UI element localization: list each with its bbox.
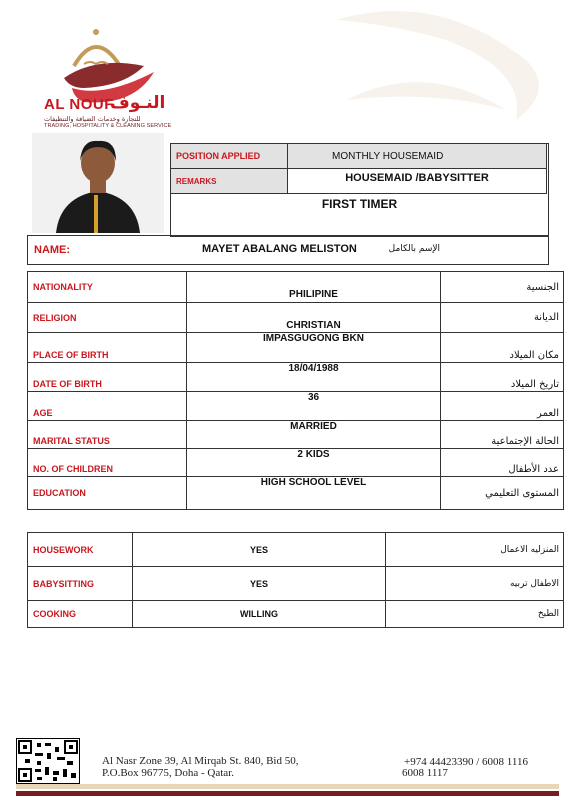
row-label: AGE (33, 408, 53, 418)
phone-line-2: 6008 1117 (402, 767, 448, 779)
logo-subtitle-en: TRADING, HOSPITALITY & CLEANING SERVICE (44, 123, 172, 129)
table-row (28, 449, 564, 477)
position-applied-value: MONTHLY HOUSEMAID (332, 150, 444, 162)
candidate-note: FIRST TIMER (321, 197, 398, 211)
row-label: BABYSITTING (33, 578, 95, 589)
skills-table (27, 532, 564, 628)
row-label-ar: العمر (537, 408, 559, 419)
table-row (28, 333, 564, 363)
row-label-ar: مكان الميلاد (509, 350, 559, 361)
table-row (28, 303, 564, 333)
table-row (28, 567, 564, 601)
logo-subtitle-ar: للتجارة وخدمات الضيافة والتنظيفات (44, 115, 141, 123)
row-label-ar: المستوى التعليمي (485, 487, 559, 499)
table-row (28, 533, 564, 567)
row-value: YES (249, 578, 268, 589)
row-label-ar: الحالة الإجتماعية (491, 436, 559, 447)
row-label-ar: عدد الأطفال (508, 464, 559, 475)
logo-watermark (316, 0, 566, 140)
position-applied-label: POSITION APPLIED (176, 151, 261, 161)
row-label: EDUCATION (33, 488, 86, 498)
row-label: NO. OF CHILDREN (33, 464, 113, 474)
remarks-label: REMARKS (176, 176, 217, 186)
address-line-1: Al Nasr Zone 39, Al Mirqab St. 840, Bid 50, (102, 755, 299, 767)
row-label-ar: تاريخ الميلاد (510, 379, 559, 390)
row-value: 36 (307, 392, 320, 403)
row-label: COOKING (33, 609, 77, 619)
row-value: CHRISTIAN (286, 320, 341, 331)
row-label: DATE OF BIRTH (33, 379, 102, 389)
name-row (27, 235, 549, 265)
row-value: YES (249, 544, 268, 555)
row-label: RELIGION (33, 312, 77, 323)
row-value: 18/04/1988 (288, 363, 339, 374)
details-table (27, 271, 564, 510)
table-row (28, 272, 564, 303)
row-label: HOUSEWORK (33, 544, 94, 555)
name-label: NAME: (34, 244, 71, 256)
row-label-ar: الجنسية (526, 281, 559, 293)
qr-code (16, 738, 80, 784)
candidate-photo (32, 133, 164, 233)
row-label: MARITAL STATUS (33, 436, 110, 446)
row-value: MARRIED (290, 421, 337, 432)
remarks-value: HOUSEMAID /BABYSITTER (345, 172, 489, 184)
table-row (28, 601, 564, 628)
table-row (28, 392, 564, 421)
row-value: 2 KIDS (297, 449, 330, 460)
row-label: PLACE OF BIRTH (33, 350, 109, 360)
row-value: HIGH SCHOOL LEVEL (260, 477, 367, 488)
name-label-ar: الإسم بالكامل (388, 244, 440, 254)
footer-bar-dark (16, 791, 559, 796)
row-value: WILLING (240, 609, 278, 619)
table-row (28, 363, 564, 392)
row-value: IMPASGUGONG BKN (263, 333, 364, 344)
name-value: MAYET ABALANG MELISTON (202, 243, 357, 255)
table-row (28, 477, 564, 510)
footer-bar-light (16, 784, 559, 789)
logo-name-ar: النـوف (110, 93, 166, 113)
row-value: PHILIPINE (289, 289, 338, 300)
phone-line-1: +974 44423390 / 6008 1116 (404, 756, 528, 768)
row-label-ar: الاطفال تربيه (509, 578, 559, 589)
logo-name-en: AL NOUF (44, 96, 114, 113)
row-label-ar: المنزليه الاعمال (500, 544, 559, 555)
address-line-2: P.O.Box 96775, Doha - Qatar. (102, 767, 234, 779)
table-row (28, 421, 564, 449)
row-label: NATIONALITY (33, 282, 93, 292)
row-label-ar: الديانة (533, 312, 559, 323)
row-label-ar: الطبخ (537, 609, 559, 619)
position-box (170, 143, 549, 237)
